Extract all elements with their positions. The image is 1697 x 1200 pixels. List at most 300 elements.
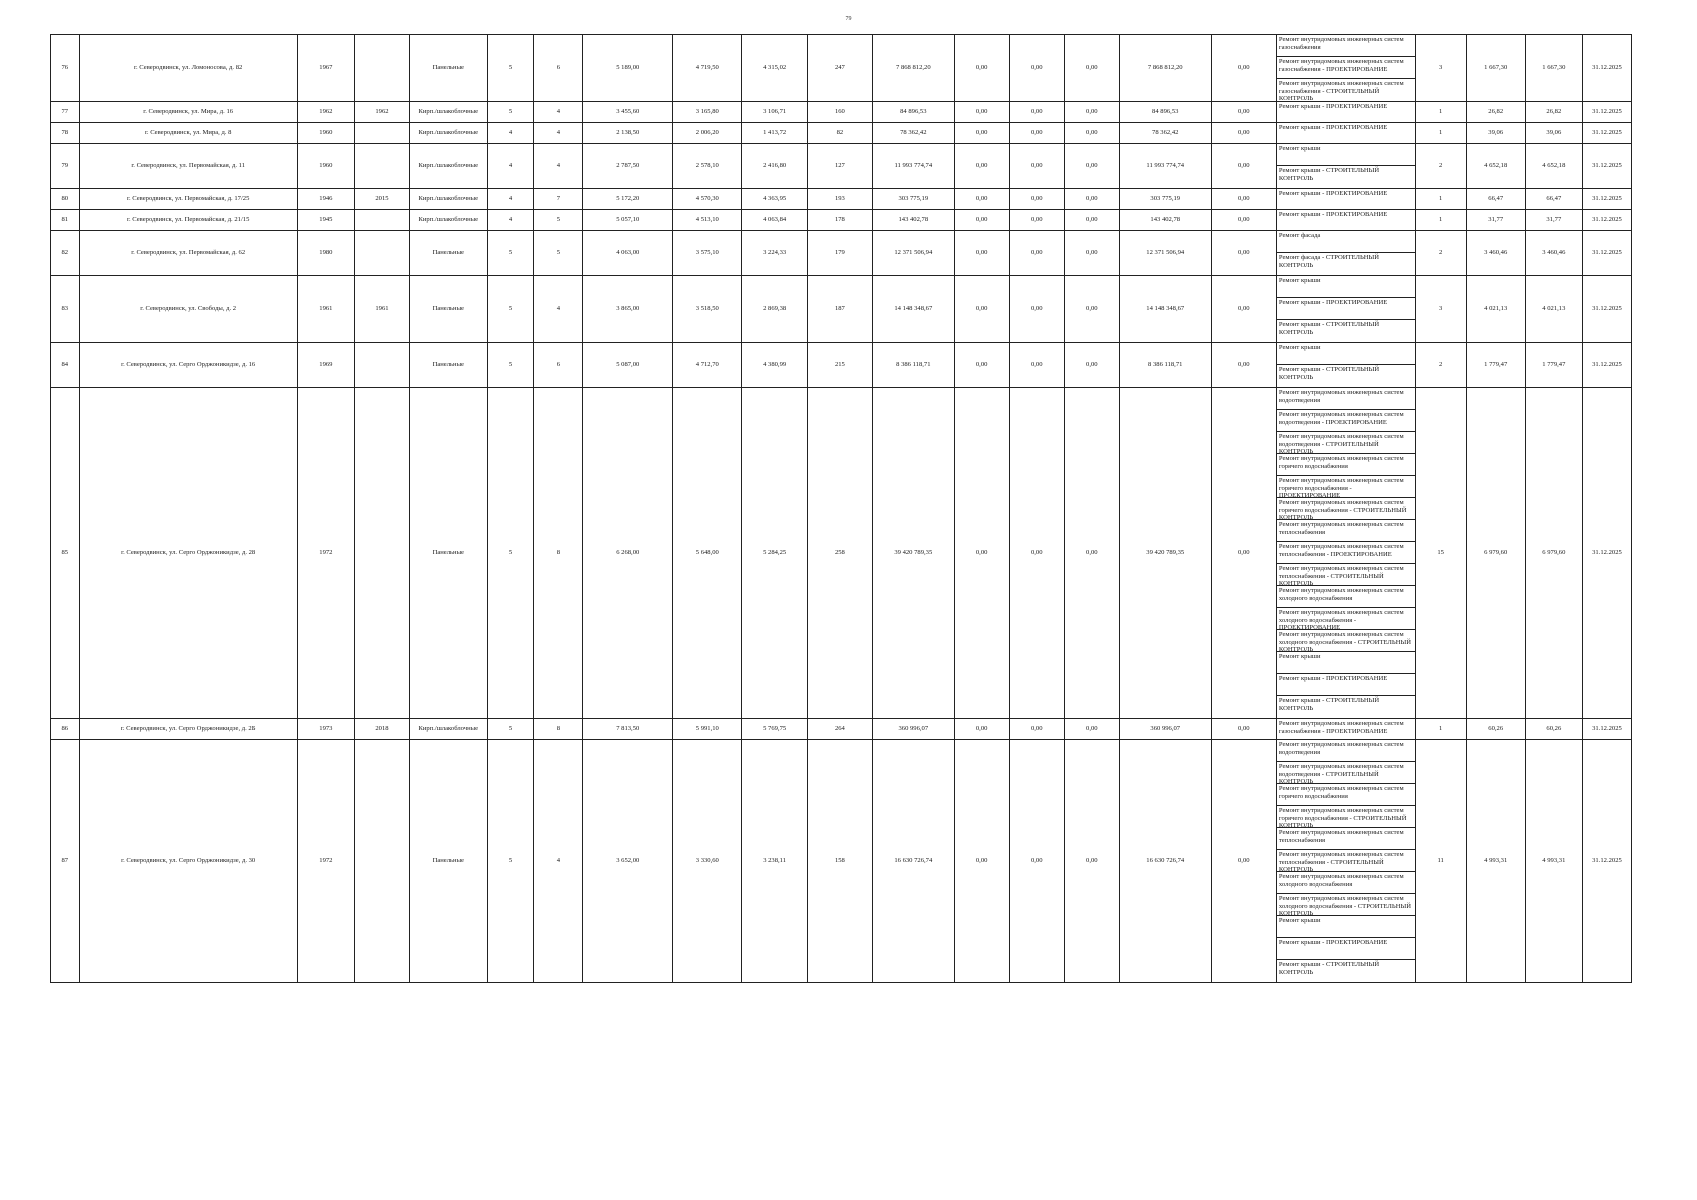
unit-cost-max-cell: 31,77 <box>1525 210 1582 231</box>
entrances-cell: 4 <box>534 144 583 189</box>
area-total-cell: 3 865,00 <box>583 276 673 343</box>
work-item: Ремонт крыши - ПРОЕКТИРОВАНИЕ <box>1278 103 1388 110</box>
area-premises-cell: 3 575,10 <box>673 231 742 276</box>
works-cell <box>1276 740 1415 983</box>
fund-local-cell: 0,00 <box>1064 102 1119 123</box>
area-premises-cell: 5 648,00 <box>673 388 742 719</box>
fund-region-cell: 0,00 <box>1009 144 1064 189</box>
unit-cost-max-cell: 1 779,47 <box>1525 343 1582 388</box>
wall-material-cell: Панельные <box>410 231 488 276</box>
residents-cell: 160 <box>807 102 872 123</box>
wall-material-cell: Панельные <box>410 343 488 388</box>
area-total-cell: 2 787,50 <box>583 144 673 189</box>
residents-cell: 193 <box>807 189 872 210</box>
area-residential-cell: 2 869,38 <box>742 276 807 343</box>
unit-cost-max-cell: 6 979,60 <box>1525 388 1582 719</box>
fund-local-cell: 0,00 <box>1064 144 1119 189</box>
wall-material-cell: Панельные <box>410 35 488 102</box>
work-item: Ремонт внутридомовых инженерных систем горячего водоснабжения - ПРОЕКТИРОВАНИЕ <box>1277 476 1415 498</box>
fund-region-cell: 0,00 <box>1009 740 1064 983</box>
fund-other-cell: 0,00 <box>1211 388 1276 719</box>
floors-cell: 4 <box>487 144 534 189</box>
table-row <box>51 740 1632 983</box>
row-number: 79 <box>51 144 80 189</box>
unit-cost-cell: 4 652,18 <box>1466 144 1525 189</box>
fund-owners-cell: 11 993 774,74 <box>1119 144 1211 189</box>
entrances-cell: 4 <box>534 276 583 343</box>
cost-total-cell: 16 630 726,74 <box>873 740 955 983</box>
table-row <box>51 276 1632 343</box>
fund-local-cell: 0,00 <box>1064 210 1119 231</box>
deadline-cell: 31.12.2025 <box>1582 388 1631 719</box>
unit-cost-cell: 6 979,60 <box>1466 388 1525 719</box>
address-cell: г. Северодвинск, ул. Первомайская, д. 21/15 <box>79 210 297 231</box>
address-cell: г. Северодвинск, ул. Свободы, д. 2 <box>79 276 297 343</box>
address-cell: г. Северодвинск, ул. Первомайская, д. 62 <box>79 231 297 276</box>
work-item: Ремонт крыши - СТРОИТЕЛЬНЫЙ КОНТРОЛЬ <box>1278 167 1380 182</box>
work-item: Ремонт внутридомовых инженерных систем теплоснабжения - СТРОИТЕЛЬНЫЙ КОНТРОЛЬ <box>1277 564 1415 586</box>
year-built-cell: 1960 <box>297 123 354 144</box>
year-built-cell: 1961 <box>297 276 354 343</box>
address-cell: г. Северодвинск, ул. Первомайская, д. 11 <box>79 144 297 189</box>
cost-total-cell: 7 868 812,20 <box>873 35 955 102</box>
area-total-cell: 6 268,00 <box>583 388 673 719</box>
works-cell <box>1276 35 1415 102</box>
area-residential-cell: 4 063,84 <box>742 210 807 231</box>
area-total-cell: 5 087,00 <box>583 343 673 388</box>
cost-total-cell: 12 371 506,94 <box>873 231 955 276</box>
cost-total-cell: 11 993 774,74 <box>873 144 955 189</box>
wall-material-cell: Панельные <box>410 740 488 983</box>
fund-federal-cell: 0,00 <box>954 343 1009 388</box>
table-row <box>51 189 1632 210</box>
fund-region-cell: 0,00 <box>1009 343 1064 388</box>
fund-local-cell: 0,00 <box>1064 189 1119 210</box>
area-total-cell: 2 138,50 <box>583 123 673 144</box>
entrances-cell: 7 <box>534 189 583 210</box>
entrances-cell: 8 <box>534 388 583 719</box>
work-item: Ремонт крыши - ПРОЕКТИРОВАНИЕ <box>1278 190 1388 197</box>
area-premises-cell: 4 712,70 <box>673 343 742 388</box>
work-item: Ремонт внутридомовых инженерных систем теплоснабжения - СТРОИТЕЛЬНЫЙ КОНТРОЛЬ <box>1277 850 1415 872</box>
area-premises-cell: 2 578,10 <box>673 144 742 189</box>
year-repair-cell: 1961 <box>354 276 409 343</box>
fund-federal-cell: 0,00 <box>954 719 1009 740</box>
fund-owners-cell: 84 896,53 <box>1119 102 1211 123</box>
fund-owners-cell: 12 371 506,94 <box>1119 231 1211 276</box>
row-number: 76 <box>51 35 80 102</box>
works-cell <box>1276 210 1415 231</box>
row-number: 84 <box>51 343 80 388</box>
fund-local-cell: 0,00 <box>1064 231 1119 276</box>
deadline-cell: 31.12.2025 <box>1582 719 1631 740</box>
cost-total-cell: 143 402,78 <box>873 210 955 231</box>
work-item: Ремонт фасада - СТРОИТЕЛЬНЫЙ КОНТРОЛЬ <box>1278 254 1380 269</box>
area-premises-cell: 3 330,60 <box>673 740 742 983</box>
work-item: Ремонт крыши - СТРОИТЕЛЬНЫЙ КОНТРОЛЬ <box>1278 961 1380 976</box>
works-count-cell: 2 <box>1415 231 1466 276</box>
table-row <box>51 231 1632 276</box>
work-item: Ремонт крыши - ПРОЕКТИРОВАНИЕ <box>1277 938 1415 960</box>
work-item: Ремонт внутридомовых инженерных систем водоотведения <box>1277 388 1415 410</box>
table-row <box>51 388 1632 719</box>
year-built-cell: 1962 <box>297 102 354 123</box>
works-count-cell: 1 <box>1415 123 1466 144</box>
row-number: 82 <box>51 231 80 276</box>
fund-owners-cell: 78 362,42 <box>1119 123 1211 144</box>
fund-other-cell: 0,00 <box>1211 719 1276 740</box>
year-repair-cell <box>354 388 409 719</box>
works-cell <box>1276 343 1415 388</box>
capital-repair-register-table <box>50 34 1632 983</box>
fund-region-cell: 0,00 <box>1009 210 1064 231</box>
area-total-cell: 5 057,10 <box>583 210 673 231</box>
residents-cell: 178 <box>807 210 872 231</box>
fund-federal-cell: 0,00 <box>954 35 1009 102</box>
cost-total-cell: 84 896,53 <box>873 102 955 123</box>
fund-owners-cell: 143 402,78 <box>1119 210 1211 231</box>
fund-federal-cell: 0,00 <box>954 123 1009 144</box>
wall-material-cell: Панельные <box>410 388 488 719</box>
residents-cell: 179 <box>807 231 872 276</box>
wall-material-cell: Панельные <box>410 276 488 343</box>
area-residential-cell: 3 224,33 <box>742 231 807 276</box>
works-cell <box>1276 102 1415 123</box>
work-item: Ремонт внутридомовых инженерных систем горячего водоснабжения <box>1277 454 1415 476</box>
cost-total-cell: 14 148 348,67 <box>873 276 955 343</box>
year-built-cell: 1972 <box>297 740 354 983</box>
fund-federal-cell: 0,00 <box>954 388 1009 719</box>
year-built-cell: 1960 <box>297 144 354 189</box>
work-item: Ремонт крыши - СТРОИТЕЛЬНЫЙ КОНТРОЛЬ <box>1278 366 1380 381</box>
unit-cost-cell: 60,26 <box>1466 719 1525 740</box>
wall-material-cell: Кирп./шлакоблочные <box>410 144 488 189</box>
year-built-cell: 1945 <box>297 210 354 231</box>
entrances-cell: 8 <box>534 719 583 740</box>
floors-cell: 5 <box>487 343 534 388</box>
year-built-cell: 1980 <box>297 231 354 276</box>
work-item: Ремонт крыши <box>1277 916 1415 938</box>
year-built-cell: 1973 <box>297 719 354 740</box>
year-built-cell: 1972 <box>297 388 354 719</box>
year-repair-cell: 1962 <box>354 102 409 123</box>
wall-material-cell: Кирп./шлакоблочные <box>410 123 488 144</box>
row-number: 86 <box>51 719 80 740</box>
wall-material-cell: Кирп./шлакоблочные <box>410 102 488 123</box>
unit-cost-cell: 1 667,30 <box>1466 35 1525 102</box>
fund-local-cell: 0,00 <box>1064 35 1119 102</box>
fund-local-cell: 0,00 <box>1064 276 1119 343</box>
residents-cell: 215 <box>807 343 872 388</box>
wall-material-cell: Кирп./шлакоблочные <box>410 189 488 210</box>
work-item: Ремонт крыши - ПРОЕКТИРОВАНИЕ <box>1277 298 1415 320</box>
area-total-cell: 7 813,50 <box>583 719 673 740</box>
floors-cell: 4 <box>487 210 534 231</box>
fund-federal-cell: 0,00 <box>954 189 1009 210</box>
wall-material-cell: Кирп./шлакоблочные <box>410 210 488 231</box>
area-residential-cell: 3 106,71 <box>742 102 807 123</box>
work-item: Ремонт внутридомовых инженерных систем горячего водоснабжения - СТРОИТЕЛЬНЫЙ КОНТРОЛЬ <box>1277 498 1415 520</box>
fund-region-cell: 0,00 <box>1009 102 1064 123</box>
unit-cost-max-cell: 66,47 <box>1525 189 1582 210</box>
work-item: Ремонт внутридомовых инженерных систем теплоснабжения - ПРОЕКТИРОВАНИЕ <box>1277 542 1415 564</box>
fund-region-cell: 0,00 <box>1009 276 1064 343</box>
fund-local-cell: 0,00 <box>1064 740 1119 983</box>
year-built-cell: 1946 <box>297 189 354 210</box>
table-row <box>51 123 1632 144</box>
works-count-cell: 15 <box>1415 388 1466 719</box>
work-item: Ремонт внутридомовых инженерных систем холодного водоснабжения - СТРОИТЕЛЬНЫЙ КОНТРОЛЬ <box>1277 894 1415 916</box>
deadline-cell: 31.12.2025 <box>1582 210 1631 231</box>
year-repair-cell: 2015 <box>354 189 409 210</box>
cost-total-cell: 8 386 118,71 <box>873 343 955 388</box>
deadline-cell: 31.12.2025 <box>1582 102 1631 123</box>
year-repair-cell <box>354 144 409 189</box>
area-premises-cell: 4 513,10 <box>673 210 742 231</box>
area-residential-cell: 4 363,95 <box>742 189 807 210</box>
unit-cost-max-cell: 39,06 <box>1525 123 1582 144</box>
fund-local-cell: 0,00 <box>1064 343 1119 388</box>
deadline-cell: 31.12.2025 <box>1582 144 1631 189</box>
unit-cost-cell: 4 021,13 <box>1466 276 1525 343</box>
area-premises-cell: 4 570,30 <box>673 189 742 210</box>
works-count-cell: 2 <box>1415 144 1466 189</box>
unit-cost-max-cell: 26,82 <box>1525 102 1582 123</box>
work-item: Ремонт внутридомовых инженерных систем водоотведения - ПРОЕКТИРОВАНИЕ <box>1277 410 1415 432</box>
area-residential-cell: 5 284,25 <box>742 388 807 719</box>
fund-other-cell: 0,00 <box>1211 231 1276 276</box>
floors-cell: 4 <box>487 189 534 210</box>
fund-owners-cell: 303 775,19 <box>1119 189 1211 210</box>
unit-cost-cell: 1 779,47 <box>1466 343 1525 388</box>
area-residential-cell: 5 769,75 <box>742 719 807 740</box>
work-item: Ремонт крыши - ПРОЕКТИРОВАНИЕ <box>1278 124 1388 131</box>
residents-cell: 158 <box>807 740 872 983</box>
works-count-cell: 1 <box>1415 719 1466 740</box>
fund-local-cell: 0,00 <box>1064 388 1119 719</box>
fund-region-cell: 0,00 <box>1009 231 1064 276</box>
entrances-cell: 5 <box>534 210 583 231</box>
fund-other-cell: 0,00 <box>1211 210 1276 231</box>
residents-cell: 127 <box>807 144 872 189</box>
area-residential-cell: 1 413,72 <box>742 123 807 144</box>
year-repair-cell <box>354 210 409 231</box>
work-item: Ремонт крыши - ПРОЕКТИРОВАНИЕ <box>1278 211 1388 218</box>
unit-cost-max-cell: 60,26 <box>1525 719 1582 740</box>
unit-cost-cell: 31,77 <box>1466 210 1525 231</box>
table-row <box>51 35 1632 102</box>
wall-material-cell: Кирп./шлакоблочные <box>410 719 488 740</box>
address-cell: г. Северодвинск, ул. Серго Орджоникидзе, д. 16 <box>79 343 297 388</box>
area-premises-cell: 5 991,10 <box>673 719 742 740</box>
fund-federal-cell: 0,00 <box>954 276 1009 343</box>
address-cell: г. Северодвинск, ул. Мира, д. 8 <box>79 123 297 144</box>
register-body <box>51 35 1632 983</box>
area-premises-cell: 3 518,50 <box>673 276 742 343</box>
fund-owners-cell: 39 420 789,35 <box>1119 388 1211 719</box>
work-item: Ремонт внутридомовых инженерных систем холодного водоснабжения <box>1277 872 1415 894</box>
fund-owners-cell: 360 996,07 <box>1119 719 1211 740</box>
address-cell: г. Северодвинск, ул. Серго Орджоникидзе, д. 30 <box>79 740 297 983</box>
area-residential-cell: 2 416,80 <box>742 144 807 189</box>
work-item: Ремонт внутридомовых инженерных систем водоотведения - СТРОИТЕЛЬНЫЙ КОНТРОЛЬ <box>1277 762 1415 784</box>
residents-cell: 187 <box>807 276 872 343</box>
year-repair-cell <box>354 35 409 102</box>
fund-region-cell: 0,00 <box>1009 35 1064 102</box>
table-row <box>51 144 1632 189</box>
table-row <box>51 210 1632 231</box>
row-number: 77 <box>51 102 80 123</box>
deadline-cell: 31.12.2025 <box>1582 231 1631 276</box>
area-total-cell: 5 172,20 <box>583 189 673 210</box>
works-count-cell: 1 <box>1415 102 1466 123</box>
work-item: Ремонт внутридомовых инженерных систем газоснабжения <box>1277 35 1415 57</box>
deadline-cell: 31.12.2025 <box>1582 123 1631 144</box>
work-item: Ремонт крыши - ПРОЕКТИРОВАНИЕ <box>1277 674 1415 696</box>
table-row <box>51 102 1632 123</box>
address-cell: г. Северодвинск, ул. Ломоносова, д. 82 <box>79 35 297 102</box>
fund-region-cell: 0,00 <box>1009 388 1064 719</box>
fund-region-cell: 0,00 <box>1009 719 1064 740</box>
entrances-cell: 4 <box>534 740 583 983</box>
table-row <box>51 343 1632 388</box>
year-repair-cell <box>354 123 409 144</box>
fund-local-cell: 0,00 <box>1064 719 1119 740</box>
fund-other-cell: 0,00 <box>1211 740 1276 983</box>
year-built-cell: 1967 <box>297 35 354 102</box>
row-number: 80 <box>51 189 80 210</box>
year-built-cell: 1969 <box>297 343 354 388</box>
work-item: Ремонт внутридомовых инженерных систем холодного водоснабжения <box>1277 586 1415 608</box>
entrances-cell: 4 <box>534 102 583 123</box>
unit-cost-max-cell: 3 460,46 <box>1525 231 1582 276</box>
work-item: Ремонт внутридомовых инженерных систем теплоснабжения <box>1277 520 1415 542</box>
fund-federal-cell: 0,00 <box>954 740 1009 983</box>
fund-other-cell: 0,00 <box>1211 144 1276 189</box>
fund-federal-cell: 0,00 <box>954 210 1009 231</box>
floors-cell: 5 <box>487 276 534 343</box>
fund-owners-cell: 14 148 348,67 <box>1119 276 1211 343</box>
cost-total-cell: 39 420 789,35 <box>873 388 955 719</box>
residents-cell: 82 <box>807 123 872 144</box>
entrances-cell: 6 <box>534 343 583 388</box>
area-residential-cell: 3 238,11 <box>742 740 807 983</box>
works-cell <box>1276 276 1415 343</box>
residents-cell: 247 <box>807 35 872 102</box>
unit-cost-max-cell: 1 667,30 <box>1525 35 1582 102</box>
work-item: Ремонт внутридомовых инженерных систем водоотведения <box>1277 740 1415 762</box>
unit-cost-cell: 39,06 <box>1466 123 1525 144</box>
address-cell: г. Северодвинск, ул. Серго Орджоникидзе, д. 2Б <box>79 719 297 740</box>
work-item: Ремонт крыши - СТРОИТЕЛЬНЫЙ КОНТРОЛЬ <box>1278 321 1380 336</box>
cost-total-cell: 360 996,07 <box>873 719 955 740</box>
area-total-cell: 4 063,00 <box>583 231 673 276</box>
row-number: 81 <box>51 210 80 231</box>
fund-other-cell: 0,00 <box>1211 276 1276 343</box>
fund-owners-cell: 8 386 118,71 <box>1119 343 1211 388</box>
row-number: 83 <box>51 276 80 343</box>
fund-federal-cell: 0,00 <box>954 231 1009 276</box>
area-residential-cell: 4 380,99 <box>742 343 807 388</box>
address-cell: г. Северодвинск, ул. Серго Орджоникидзе, д. 28 <box>79 388 297 719</box>
works-count-cell: 1 <box>1415 210 1466 231</box>
deadline-cell: 31.12.2025 <box>1582 35 1631 102</box>
fund-owners-cell: 16 630 726,74 <box>1119 740 1211 983</box>
fund-other-cell: 0,00 <box>1211 189 1276 210</box>
fund-other-cell: 0,00 <box>1211 123 1276 144</box>
year-repair-cell <box>354 343 409 388</box>
area-premises-cell: 3 165,80 <box>673 102 742 123</box>
area-premises-cell: 2 006,20 <box>673 123 742 144</box>
page-number: 79 <box>845 16 852 22</box>
fund-other-cell: 0,00 <box>1211 35 1276 102</box>
unit-cost-cell: 66,47 <box>1466 189 1525 210</box>
floors-cell: 5 <box>487 35 534 102</box>
floors-cell: 5 <box>487 388 534 719</box>
floors-cell: 5 <box>487 102 534 123</box>
entrances-cell: 4 <box>534 123 583 144</box>
cost-total-cell: 303 775,19 <box>873 189 955 210</box>
deadline-cell: 31.12.2025 <box>1582 740 1631 983</box>
deadline-cell: 31.12.2025 <box>1582 276 1631 343</box>
area-premises-cell: 4 719,50 <box>673 35 742 102</box>
deadline-cell: 31.12.2025 <box>1582 343 1631 388</box>
work-item: Ремонт фасада <box>1277 231 1415 253</box>
works-cell <box>1276 719 1415 740</box>
address-cell: г. Северодвинск, ул. Мира, д. 16 <box>79 102 297 123</box>
floors-cell: 4 <box>487 123 534 144</box>
cost-total-cell: 78 362,42 <box>873 123 955 144</box>
work-item: Ремонт крыши <box>1277 343 1415 365</box>
area-total-cell: 3 455,60 <box>583 102 673 123</box>
area-residential-cell: 4 315,02 <box>742 35 807 102</box>
deadline-cell: 31.12.2025 <box>1582 189 1631 210</box>
row-number: 78 <box>51 123 80 144</box>
work-item: Ремонт крыши <box>1277 276 1415 298</box>
work-item: Ремонт внутридомовых инженерных систем горячего водоснабжения - СТРОИТЕЛЬНЫЙ КОНТРОЛЬ <box>1277 806 1415 828</box>
entrances-cell: 6 <box>534 35 583 102</box>
fund-federal-cell: 0,00 <box>954 144 1009 189</box>
year-repair-cell: 2018 <box>354 719 409 740</box>
work-item: Ремонт крыши - СТРОИТЕЛЬНЫЙ КОНТРОЛЬ <box>1278 697 1380 712</box>
work-item: Ремонт крыши <box>1277 144 1415 166</box>
work-item: Ремонт внутридомовых инженерных систем водоотведения - СТРОИТЕЛЬНЫЙ КОНТРОЛЬ <box>1277 432 1415 454</box>
row-number: 87 <box>51 740 80 983</box>
works-count-cell: 1 <box>1415 189 1466 210</box>
work-item: Ремонт внутридомовых инженерных систем холодного водоснабжения - ПРОЕКТИРОВАНИЕ <box>1277 608 1415 630</box>
floors-cell: 5 <box>487 740 534 983</box>
residents-cell: 258 <box>807 388 872 719</box>
work-item: Ремонт внутридомовых инженерных систем газоснабжения - СТРОИТЕЛЬНЫЙ КОНТРОЛЬ <box>1278 80 1404 102</box>
work-item: Ремонт крыши <box>1277 652 1415 674</box>
area-total-cell: 3 652,00 <box>583 740 673 983</box>
floors-cell: 5 <box>487 719 534 740</box>
unit-cost-cell: 3 460,46 <box>1466 231 1525 276</box>
works-count-cell: 3 <box>1415 35 1466 102</box>
works-cell <box>1276 189 1415 210</box>
work-item: Ремонт внутридомовых инженерных систем газоснабжения - ПРОЕКТИРОВАНИЕ <box>1278 720 1404 735</box>
works-count-cell: 2 <box>1415 343 1466 388</box>
work-item: Ремонт внутридомовых инженерных систем горячего водоснабжения <box>1277 784 1415 806</box>
year-repair-cell <box>354 231 409 276</box>
works-count-cell: 3 <box>1415 276 1466 343</box>
works-cell <box>1276 123 1415 144</box>
fund-other-cell: 0,00 <box>1211 102 1276 123</box>
unit-cost-cell: 26,82 <box>1466 102 1525 123</box>
unit-cost-cell: 4 993,31 <box>1466 740 1525 983</box>
work-item: Ремонт внутридомовых инженерных систем теплоснабжения <box>1277 828 1415 850</box>
fund-owners-cell: 7 868 812,20 <box>1119 35 1211 102</box>
